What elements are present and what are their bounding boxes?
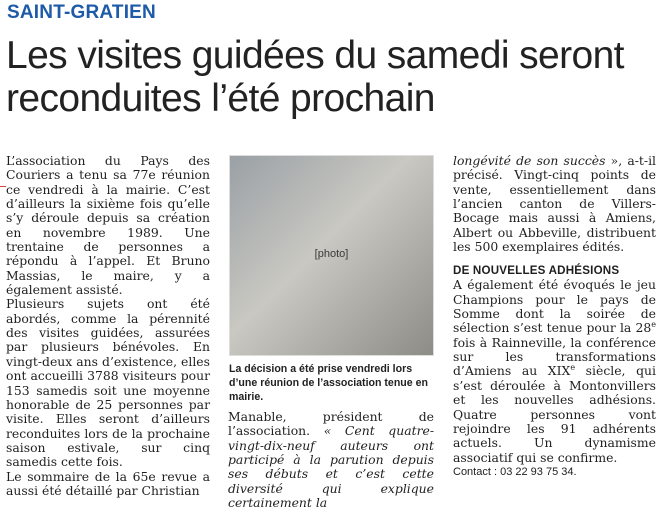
- article-column-2: [228, 410, 434, 510]
- paragraph: Plusieurs sujets ont été abordés, comme la pérennité des visites guidées, assurées par plusieurs bénévoles. En vingt-deux ans d’existence, elles ont accueilli 3788 visiteurs pour 153 samedis soit une moyenne honorable de 25 personnes par visite. Elles seront d’ailleurs reconduites lors de la prochaine saison estivale, sur cinq samedis cette fois.: [6, 296, 210, 470]
- paragraph-text: siècle, qui s’est déroulée à Montonvillers et les nouvelles adhésions. Quatre personnes vont rejoindre les 91 adhérents actuels. Un dynamisme associatif qui se confirme.: [453, 363, 656, 465]
- quote-text: longévité de son succès: [453, 153, 606, 168]
- photo-caption: La décision a été prise vendredi lors d’une réunion de l’association tenue en mairie.: [229, 363, 428, 403]
- superscript: e: [651, 320, 656, 330]
- contact-line: Contact : 03 22 93 75 34.: [453, 465, 577, 478]
- article-column-1: [6, 154, 210, 498]
- quote-text: « Cent quatre-vingt-dix-neuf auteurs ont participé à la parution depuis ses débuts et c’est cette diversité qui explique certainement la: [228, 423, 435, 510]
- paragraph: Le sommaire de la 65e revue a aussi été détaillé par Christian: [6, 468, 210, 498]
- superscript: e: [570, 363, 576, 373]
- section-kicker: SAINT-GRATIEN: [7, 2, 156, 23]
- paragraph: [228, 410, 434, 510]
- paragraph: L’association du Pays des Couriers a tenu sa 77e réunion ce vendredi à la mairie. C’est d’ailleurs la sixième fois qu’elle s’y déroule depuis sa création en novembre 1989. Une trentaine de personnes a répondu à l’appel. Et Bruno Massias, le maire, y a également assisté.: [6, 153, 210, 298]
- headline: Les visites guidées du samedi seront reconduites l’été prochain: [6, 34, 624, 120]
- paragraph-text: A également été évoqués le jeu Champions pour le pays de Somme dont la soirée de sélection s’est tenue pour la 28: [453, 277, 656, 336]
- paragraph-text: Manable, président de l’association.: [228, 409, 434, 439]
- paragraph: [453, 278, 656, 464]
- paragraph-text: », a-t-il précisé. Vingt-cinq points de vente, essentiellement dans l’ancien canton de Villers-Bocage mais aussi à Amiens, Albert ou Abbeville, distribuent les 500 exemplaires édités.: [453, 153, 656, 255]
- article-column-3: [453, 154, 656, 479]
- photo-placeholder-label: [photo]: [314, 248, 349, 260]
- paragraph: [453, 154, 656, 254]
- meeting-photo: [229, 155, 434, 356]
- paragraph-text: fois à Rainneville, la conférence sur les transformations d’Amiens au XIX: [453, 334, 656, 379]
- section-subheading: DE NOUVELLES ADHÉSIONS: [453, 264, 620, 278]
